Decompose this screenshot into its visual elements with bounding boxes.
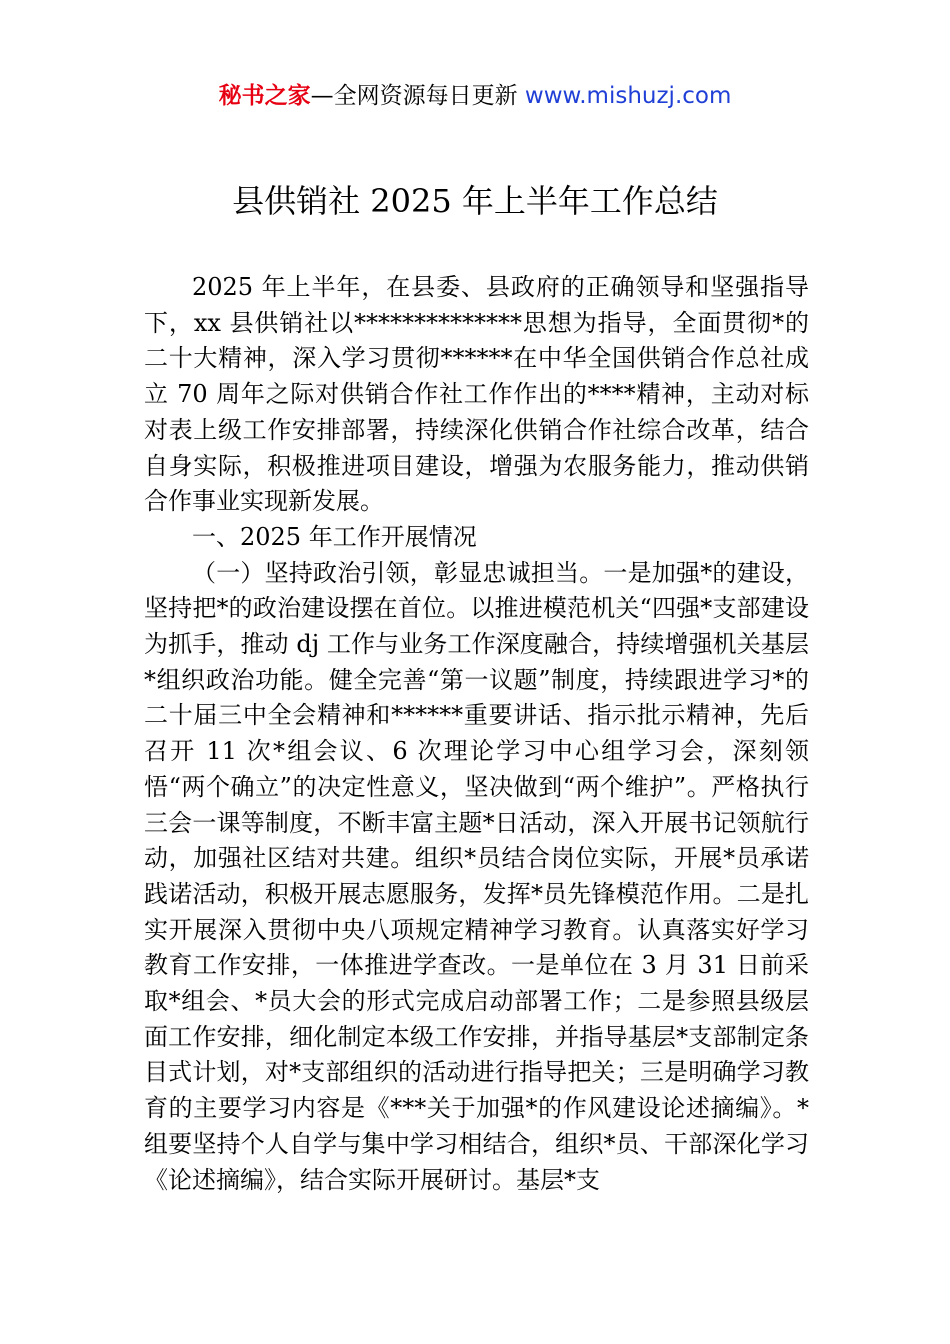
document-body [144, 270, 809, 1198]
body-paragraph: （一）坚持政治引领，彰显忠诚担当。一是加强*的建设，坚持把*的政治建设摆在首位。以推进模范机关“四强*支部建设为抓手，推动 dj 工作与业务工作深度融合，持续增强机关基层*组织政治功能。健全完善“第一议题”制度，持续跟进学习*的二十届三中全会精神和******重要讲话、指示批示精神，先后召开 11 次*组会议、6 次理论学习中心组学习会，深刻领悟“两个确立”的决定性意义，坚决做到“两个维护”。严格执行三会一课等制度，不断丰富主题*日活动，深入开展书记领航行动，加强社区结对共建。组织*员结合岗位实际，开展*员承诺践诺活动，积极开展志愿服务，发挥*员先锋模范作用。二是扎实开展深入贯彻中央八项规定精神学习教育。认真落实好学习教育工作安排，一体推进学查改。一是单位在 3 月 31 日前采取*组会、*员大会的形式完成启动部署工作；二是参照县级层面工作安排，细化制定本级工作安排，并指导基层*支部制定条目式计划，对*支部组织的活动进行指导把关；三是明确学习教育的主要学习内容是《***关于加强*的作风建设论述摘编》。*组要坚持个人自学与集中学习相结合，组织*员、干部深化学习《论述摘编》，结合实际开展研讨。基层*支 [144, 558, 809, 1194]
site-url-link[interactable]: www.mishuzj.com [524, 83, 732, 109]
intro-paragraph: 2025 年上半年，在县委、县政府的正确领导和坚强指导下，xx 县供销社以**************思想为指导，全面贯彻*的二十大精神，深入学习贯彻******在中华全国供销合作总社成立 70 周年之际对供销合作社工作作出的****精神，主动对标对表上级工作安排部署，持续深化供销合作社综合改革，结合自身实际，积极推进项目建设，增强为农服务能力，推动供销合作事业实现新发展。 [144, 273, 809, 516]
section-heading: 一、2025 年工作开展情况 [192, 522, 477, 551]
site-header [0, 80, 950, 112]
site-brand: 秘书之家 [218, 83, 311, 109]
site-tagline: —全网资源每日更新 [310, 83, 518, 109]
document-title: 县供销社 2025 年上半年工作总结 [232, 182, 718, 220]
